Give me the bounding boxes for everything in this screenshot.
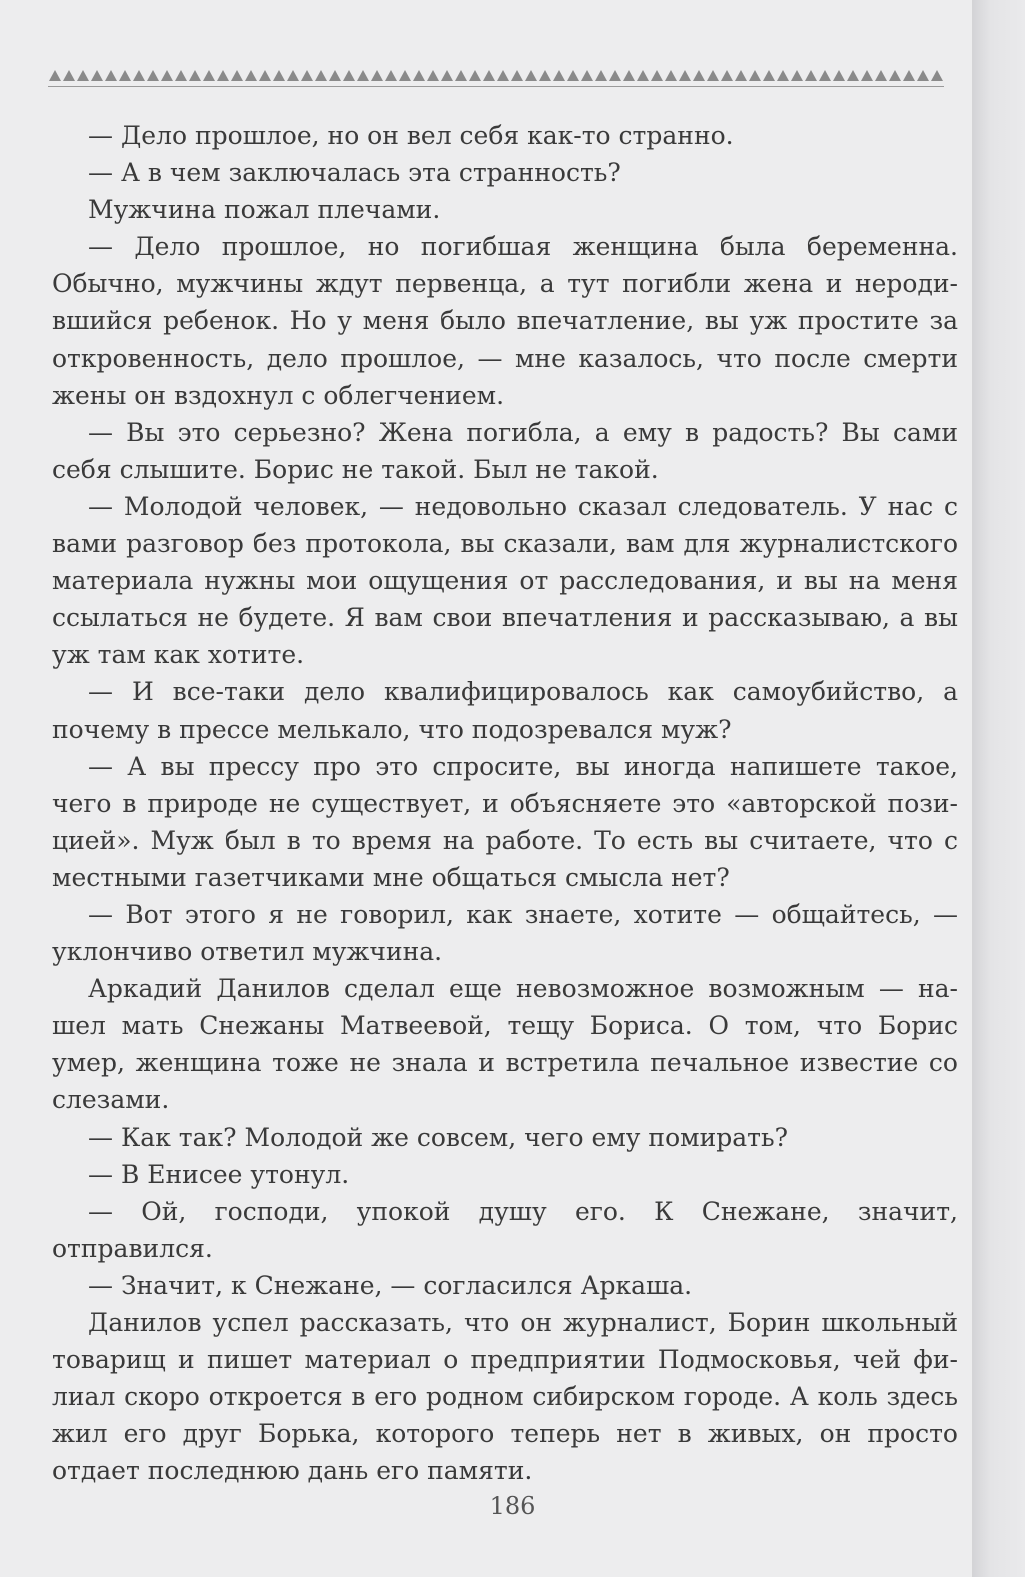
ornament-triangle <box>889 70 901 81</box>
paragraph: — Как так? Молодой же совсем, чего ему помирать? <box>88 1122 789 1152</box>
ornament-triangle <box>273 70 285 81</box>
ornament-triangle <box>763 70 775 81</box>
paragraph: — Вы это серьезно? Жена погибла, а ему в радость? Вы сами себя слышите. Борис не такой. Был не такой. <box>52 417 958 484</box>
paragraph: — Молодой человек, — недовольно сказал следователь. У нас с вами разговор без протокола, вы сказали, вам для журналистского материала нужны мои ощущения от расследования, и вы на меня ссылаться не будете. Я вам свои впечатления и рассказываю, а вы уж там как хотите. <box>52 491 958 670</box>
body-text <box>52 117 958 1489</box>
ornament-triangle <box>861 70 873 81</box>
ornament-triangle <box>301 70 313 81</box>
ornament-triangle <box>693 70 705 81</box>
ornament-triangle <box>119 70 131 81</box>
ornament-triangle <box>917 70 929 81</box>
page-number: 186 <box>489 1492 536 1520</box>
ornament-triangle <box>371 70 383 81</box>
ornament-triangle <box>49 70 61 81</box>
ornament-triangle <box>707 70 719 81</box>
ornament-triangle <box>259 70 271 81</box>
ornament-triangle <box>287 70 299 81</box>
ornament-triangle <box>819 70 831 81</box>
ornament-triangle <box>399 70 411 81</box>
ornament-triangle <box>413 70 425 81</box>
ornament-triangle <box>623 70 635 81</box>
ornament-triangle <box>791 70 803 81</box>
ornament-triangle <box>497 70 509 81</box>
ornament-triangle <box>931 70 943 81</box>
ornament-triangle <box>553 70 565 81</box>
ornament-triangle <box>147 70 159 81</box>
ornament-triangle <box>679 70 691 81</box>
ornament-triangle <box>231 70 243 81</box>
ornament-triangle <box>847 70 859 81</box>
ornament-triangle <box>161 70 173 81</box>
ornament-triangle <box>469 70 481 81</box>
paragraph: — Ой, господи, упокой душу его. К Снежане, значит, отправился. <box>52 1196 958 1263</box>
ornament-triangle <box>721 70 733 81</box>
ornament-triangle <box>441 70 453 81</box>
ornament-triangle <box>875 70 887 81</box>
paragraph: — А в чем заключалась эта странность? <box>88 158 621 188</box>
ornament-triangle <box>511 70 523 81</box>
ornament-triangle <box>455 70 467 81</box>
header-rule <box>48 86 944 87</box>
ornament-triangle <box>581 70 593 81</box>
ornament-triangle <box>539 70 551 81</box>
paragraph: Мужчина пожал плечами. <box>88 195 441 225</box>
ornament-triangle <box>427 70 439 81</box>
paragraph: Данилов успел рассказать, что он журналист, Борин школьный товарищ и пишет материал о предприятии Подмосковья, чей филиал скоро откроется в его родном сибирском городе. А коль здесь жил его друг Борька, которого теперь нет в живых, он просто отдает последнюю дань его памяти. <box>52 1308 958 1486</box>
ornament-triangle <box>483 70 495 81</box>
ornament-triangle <box>777 70 789 81</box>
paragraph: — Значит, к Снежане, — согласился Аркаша. <box>88 1270 693 1300</box>
ornament-triangle <box>903 70 915 81</box>
ornament-triangle <box>175 70 187 81</box>
paragraph: — Вот этого я не говорил, как знаете, хотите — общайтесь, — уклончиво ответил мужчина. <box>52 899 958 967</box>
paragraph: Аркадий Данилов сделал еще невозможное возможным — нашел мать Снежаны Матвеевой, тещу Бориса. О том, что Борис умер, женщина тоже не знала и встретила печальное известие со слезами. <box>52 974 958 1115</box>
ornament-triangle <box>357 70 369 81</box>
ornament-triangle <box>749 70 761 81</box>
ornament-triangle <box>315 70 327 81</box>
ornament-triangle <box>609 70 621 81</box>
header-ornament <box>48 68 944 82</box>
ornament-triangle <box>77 70 89 81</box>
ornament-triangle <box>133 70 145 81</box>
ornament-triangle <box>343 70 355 81</box>
ornament-triangle <box>329 70 341 81</box>
ornament-triangle <box>567 70 579 81</box>
ornament-triangle <box>217 70 229 81</box>
paragraph: — А вы прессу про это спросите, вы иногда напишете такое, чего в природе не существует, и объясняете это «авторской позицией». Муж был в то время на работе. То есть вы считаете, что с местными газетчиками мне общаться смысла нет? <box>52 751 958 892</box>
ornament-triangle <box>203 70 215 81</box>
ornament-triangle <box>189 70 201 81</box>
ornament-triangle <box>385 70 397 81</box>
paragraph: — И все-таки дело квалифицировалось как самоубийство, а почему в прессе мелькало, что подозревался муж? <box>52 677 958 744</box>
ornament-triangle <box>651 70 663 81</box>
paragraph: — Дело прошлое, но он вел себя как-то странно. <box>88 121 734 150</box>
ornament-triangle <box>665 70 677 81</box>
ornament-triangle <box>833 70 845 81</box>
ornament-triangle <box>525 70 537 81</box>
ornament-triangle <box>63 70 75 81</box>
ornament-triangle <box>91 70 103 81</box>
ornament-triangle <box>105 70 117 81</box>
next-page-edge <box>972 0 1025 1577</box>
paragraph: — Дело прошлое, но погибшая женщина была беременна. Обычно, мужчины ждут первенца, а тут погибли жена и неродившийся ребенок. Но у меня было впечатление, вы уж простите за откровенность, дело прошлое, — мне казалось, что после смерти жены он вздохнул с облегчением. <box>52 232 958 410</box>
paragraph: — В Енисее утонул. <box>88 1159 350 1189</box>
ornament-triangle <box>735 70 747 81</box>
ornament-triangle <box>245 70 257 81</box>
ornament-triangle <box>805 70 817 81</box>
ornament-triangle <box>637 70 649 81</box>
ornament-triangle <box>595 70 607 81</box>
